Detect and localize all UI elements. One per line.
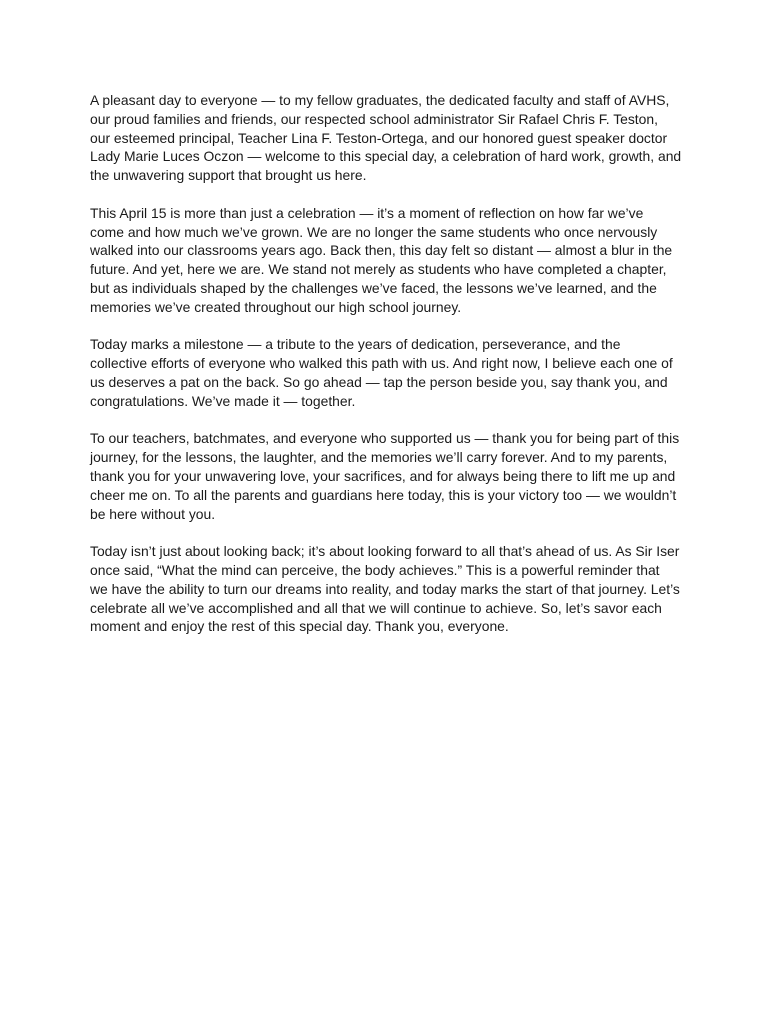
text-line: come and how much we’ve grown. We are no longer the same students who once nervously (90, 223, 658, 240)
text-line: but as individuals shaped by the challenges we’ve faced, the lessons we’ve learned, and the (90, 279, 657, 296)
paragraph-greeting (90, 91, 686, 185)
paragraph-reflection (90, 204, 686, 317)
speech-text (90, 91, 686, 655)
text-line: Today isn’t just about looking back; it’s about looking forward to all that’s ahead of us. As Sir Iser (90, 543, 680, 560)
text-line: collective efforts of everyone who walked this path with us. And right now, I believe each one of (90, 355, 673, 372)
text-line: This April 15 is more than just a celebration — it’s a moment of reflection on how far we’ve (90, 204, 644, 221)
text-line: To our teachers, batchmates, and everyone who supported us — thank you for being part of this (90, 430, 680, 447)
text-line: Lady Marie Luces Oczon — welcome to this special day, a celebration of hard work, growth, and (90, 148, 682, 165)
text-line: journey, for the lessons, the laughter, and the memories we’ll carry forever. And to my parents, (90, 449, 668, 466)
text-line: once said, “What the mind can perceive, the body achieves.” This is a powerful reminder that (90, 561, 660, 578)
text-line: walked into our classrooms years ago. Back then, this day felt so distant — almost a blur in the (90, 242, 673, 259)
text-line: celebrate all we’ve accomplished and all that we will continue to achieve. So, let’s savor each (90, 599, 662, 616)
text-line: our esteemed principal, Teacher Lina F. Teston-Ortega, and our honored guest speaker doctor (90, 129, 668, 146)
paragraph-gratitude (90, 429, 686, 523)
text-line: A pleasant day to everyone — to my fellow graduates, the dedicated faculty and staff of AVHS, (90, 92, 670, 108)
text-line: we have the ability to turn our dreams into reality, and today marks the start of that journey. Let’s (90, 580, 680, 597)
text-line: future. And yet, here we are. We stand not merely as students who have completed a chapter, (90, 261, 667, 278)
text-line: us deserves a pat on the back. So go ahead — tap the person beside you, say thank you, and (90, 373, 668, 390)
text-line: be here without you. (90, 505, 216, 522)
text-line: memories we’ve created throughout our high school journey. (90, 298, 462, 315)
text-line: moment and enjoy the rest of this special day. Thank you, everyone. (90, 618, 509, 635)
text-line: congratulations. We’ve made it — together. (90, 392, 356, 409)
paragraph-closing (90, 542, 686, 636)
text-line: the unwavering support that brought us here. (90, 167, 367, 184)
text-line: cheer me on. To all the parents and guardians here today, this is your victory too — we wouldn’t (90, 486, 677, 503)
text-line: thank you for your unwavering love, your sacrifices, and for always being there to lift me up and (90, 467, 676, 484)
text-line: Today marks a milestone — a tribute to the years of dedication, perseverance, and the (90, 336, 621, 353)
paragraph-milestone (90, 335, 686, 410)
text-line: our proud families and friends, our respected school administrator Sir Rafael Chris F. Teston, (90, 110, 658, 127)
